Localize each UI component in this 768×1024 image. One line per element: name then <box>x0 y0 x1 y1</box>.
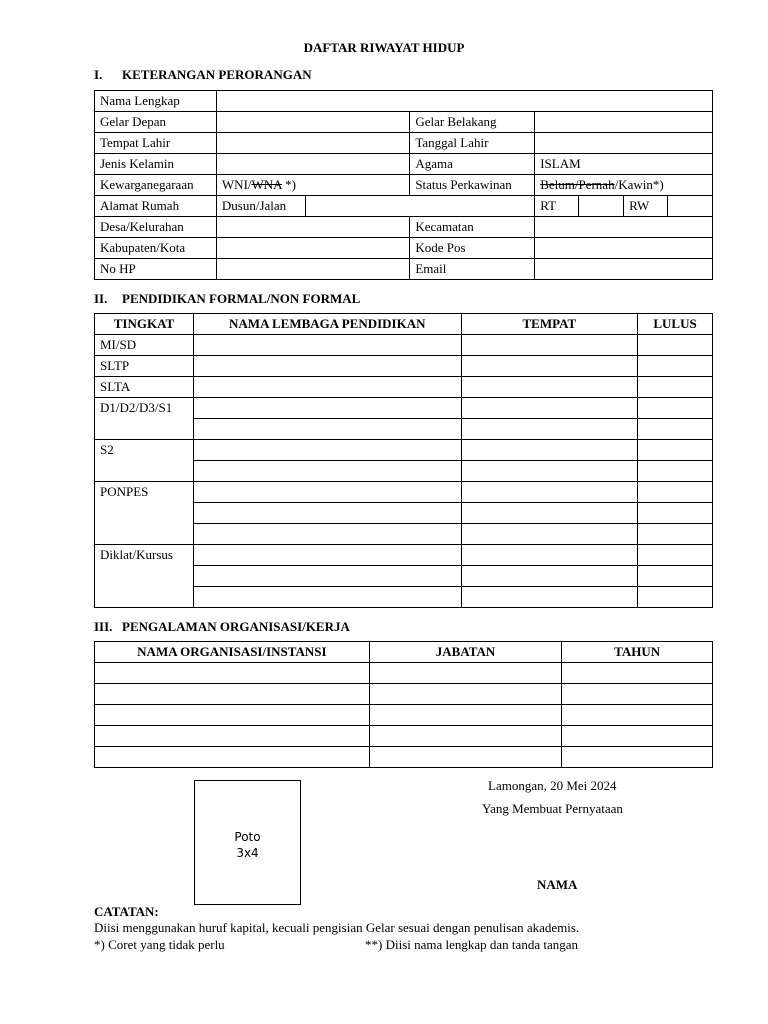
section-3-title: PENGALAMAN ORGANISASI/KERJA <box>122 619 350 634</box>
edu-cell[interactable] <box>638 440 713 461</box>
table-row <box>95 440 713 461</box>
label-jenis-kelamin: Jenis Kelamin <box>95 154 217 175</box>
wn-note: *) <box>281 177 296 192</box>
edu-cell[interactable] <box>193 419 461 440</box>
edu-cell[interactable] <box>638 398 713 419</box>
label-rt: RT <box>535 196 579 217</box>
section-1-title: KETERANGAN PERORANGAN <box>122 67 312 82</box>
header-nama-lembaga: NAMA LEMBAGA PENDIDIKAN <box>193 314 461 335</box>
field-kabupaten-kota[interactable] <box>216 238 409 259</box>
header-tingkat: TINGKAT <box>95 314 194 335</box>
field-tempat-lahir[interactable] <box>216 133 409 154</box>
table-row <box>95 747 713 768</box>
page-title: DAFTAR RIWAYAT HIDUP <box>303 40 465 55</box>
edu-cell[interactable] <box>461 587 637 608</box>
edu-cell[interactable] <box>193 398 461 419</box>
place-date: Lamongan, 20 Mei 2024 <box>488 778 617 793</box>
org-cell[interactable] <box>562 747 713 768</box>
edu-cell[interactable] <box>638 503 713 524</box>
org-cell[interactable] <box>562 684 713 705</box>
table-row <box>95 705 713 726</box>
edu-cell[interactable] <box>461 503 637 524</box>
label-alamat-rumah: Alamat Rumah <box>95 196 217 217</box>
org-cell[interactable] <box>95 705 370 726</box>
label-kecamatan: Kecamatan <box>410 217 535 238</box>
edu-cell[interactable] <box>193 587 461 608</box>
label-desa-kelurahan: Desa/Kelurahan <box>95 217 217 238</box>
section-2-number: II. <box>94 291 108 306</box>
edu-cell[interactable] <box>638 566 713 587</box>
field-nama-lengkap[interactable] <box>216 91 712 112</box>
org-cell[interactable] <box>562 726 713 747</box>
label-status-perkawinan: Status Perkawinan <box>410 175 535 196</box>
org-cell[interactable] <box>369 747 562 768</box>
level-slta: SLTA <box>95 377 194 398</box>
edu-cell[interactable] <box>461 566 637 587</box>
section-3-heading <box>94 619 350 635</box>
experience-table <box>94 641 713 768</box>
section-2-heading <box>94 291 360 307</box>
field-rw[interactable] <box>668 196 713 217</box>
table-row <box>95 482 713 503</box>
label-agama: Agama <box>410 154 535 175</box>
table-row <box>95 663 713 684</box>
field-no-hp[interactable] <box>216 259 409 280</box>
level-diklat-kursus: Diklat/Kursus <box>95 545 194 608</box>
header-tahun: TAHUN <box>562 642 713 663</box>
level-mi-sd: MI/SD <box>95 335 194 356</box>
field-kecamatan[interactable] <box>535 217 713 238</box>
field-desa-kelurahan[interactable] <box>216 217 409 238</box>
label-kode-pos: Kode Pos <box>410 238 535 259</box>
field-kewarganegaraan[interactable] <box>216 175 409 196</box>
edu-cell[interactable] <box>638 377 713 398</box>
edu-cell[interactable] <box>638 482 713 503</box>
section-2-title: PENDIDIKAN FORMAL/NON FORMAL <box>122 291 361 306</box>
status-struck-options: Belum/Pernah <box>540 177 615 192</box>
header-tempat: TEMPAT <box>461 314 637 335</box>
table-row <box>95 335 713 356</box>
notes-line1: Diisi menggunakan huruf kapital, kecuali pengisian Gelar sesuai dengan penulisan akademis. <box>94 920 580 935</box>
statement-text: Yang Membuat Pernyataan <box>482 801 623 816</box>
notes-heading: CATATAN: <box>94 904 159 919</box>
edu-cell[interactable] <box>461 482 637 503</box>
org-cell[interactable] <box>369 684 562 705</box>
edu-cell[interactable] <box>638 419 713 440</box>
label-rw: RW <box>624 196 668 217</box>
field-email[interactable] <box>535 259 713 280</box>
header-nama-organisasi: NAMA ORGANISASI/INSTANSI <box>95 642 370 663</box>
table-row <box>95 684 713 705</box>
org-cell[interactable] <box>95 663 370 684</box>
label-kewarganegaraan: Kewarganegaraan <box>95 175 217 196</box>
org-cell[interactable] <box>369 705 562 726</box>
field-tanggal-lahir[interactable] <box>535 133 713 154</box>
edu-cell[interactable] <box>193 524 461 545</box>
edu-cell[interactable] <box>461 356 637 377</box>
edu-cell[interactable] <box>638 335 713 356</box>
field-gelar-belakang[interactable] <box>535 112 713 133</box>
edu-cell[interactable] <box>461 419 637 440</box>
edu-cell[interactable] <box>638 545 713 566</box>
personal-info-table <box>94 90 713 280</box>
label-email: Email <box>410 259 535 280</box>
education-table <box>94 313 713 608</box>
label-no-hp: No HP <box>95 259 217 280</box>
field-status-perkawinan[interactable] <box>535 175 713 196</box>
label-tanggal-lahir: Tanggal Lahir <box>410 133 535 154</box>
edu-cell[interactable] <box>193 482 461 503</box>
edu-cell[interactable] <box>461 524 637 545</box>
org-cell[interactable] <box>95 726 370 747</box>
label-kabupaten-kota: Kabupaten/Kota <box>95 238 217 259</box>
notes-coret: *) Coret yang tidak perlu <box>94 937 225 952</box>
edu-cell[interactable] <box>638 524 713 545</box>
field-gelar-depan[interactable] <box>216 112 409 133</box>
edu-cell[interactable] <box>638 461 713 482</box>
header-jabatan: JABATAN <box>369 642 562 663</box>
table-row <box>95 545 713 566</box>
org-cell[interactable] <box>369 663 562 684</box>
label-tempat-lahir: Tempat Lahir <box>95 133 217 154</box>
level-ponpes: PONPES <box>95 482 194 545</box>
table-row <box>95 726 713 747</box>
edu-cell[interactable] <box>193 461 461 482</box>
table-row <box>95 398 713 419</box>
label-gelar-depan: Gelar Depan <box>95 112 217 133</box>
photo-box <box>194 780 301 905</box>
photo-label-line2: 3x4 <box>236 846 259 860</box>
field-jenis-kelamin[interactable] <box>216 154 409 175</box>
edu-cell[interactable] <box>461 461 637 482</box>
label-dusun-jalan: Dusun/Jalan <box>216 196 305 217</box>
table-row <box>95 377 713 398</box>
edu-cell[interactable] <box>193 566 461 587</box>
level-d1-s1: D1/D2/D3/S1 <box>95 398 194 440</box>
field-rt[interactable] <box>579 196 624 217</box>
table-row <box>95 356 713 377</box>
edu-cell[interactable] <box>193 377 461 398</box>
section-3-number: III. <box>94 619 113 634</box>
edu-cell[interactable] <box>193 440 461 461</box>
section-1-number: I. <box>94 67 103 82</box>
level-s2: S2 <box>95 440 194 482</box>
edu-cell[interactable] <box>193 335 461 356</box>
org-cell[interactable] <box>95 747 370 768</box>
edu-cell[interactable] <box>461 545 637 566</box>
wna-option: WNA <box>251 177 282 192</box>
label-nama-lengkap: Nama Lengkap <box>95 91 217 112</box>
edu-cell[interactable] <box>638 356 713 377</box>
edu-cell[interactable] <box>461 335 637 356</box>
org-cell[interactable] <box>95 684 370 705</box>
signer-name: NAMA <box>537 877 578 892</box>
wni-option: WNI/ <box>221 177 252 192</box>
org-cell[interactable] <box>562 663 713 684</box>
field-agama[interactable]: ISLAM <box>535 154 713 175</box>
edu-cell[interactable] <box>193 356 461 377</box>
label-gelar-belakang: Gelar Belakang <box>410 112 535 133</box>
edu-cell[interactable] <box>193 503 461 524</box>
status-kawin-option: /Kawin*) <box>614 177 664 192</box>
field-dusun-jalan[interactable] <box>305 196 534 217</box>
photo-label-line1: Poto <box>234 830 261 844</box>
org-cell[interactable] <box>562 705 713 726</box>
edu-cell[interactable] <box>638 587 713 608</box>
edu-cell[interactable] <box>461 440 637 461</box>
notes-diisi: **) Diisi nama lengkap dan tanda tangan <box>365 937 578 952</box>
edu-cell[interactable] <box>461 398 637 419</box>
edu-cell[interactable] <box>193 545 461 566</box>
edu-cell[interactable] <box>461 377 637 398</box>
org-cell[interactable] <box>369 726 562 747</box>
field-kode-pos[interactable] <box>535 238 713 259</box>
header-lulus: LULUS <box>638 314 713 335</box>
level-sltp: SLTP <box>95 356 194 377</box>
section-1-heading <box>94 67 312 83</box>
